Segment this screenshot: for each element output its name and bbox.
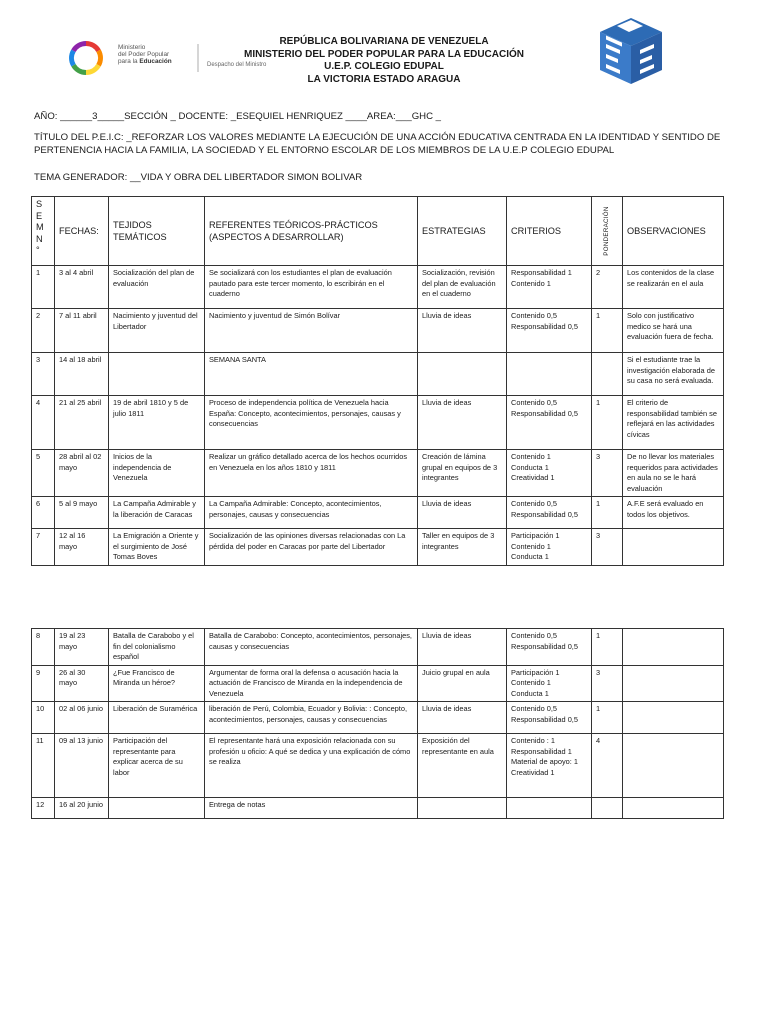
cell-observaciones xyxy=(623,629,724,666)
cell-fechas: 19 al 23 mayo xyxy=(55,629,109,666)
table-row xyxy=(32,266,724,309)
ministry-line-1: Ministerio xyxy=(118,44,146,51)
criterio-item: Responsabilidad 0,5 xyxy=(511,321,578,331)
cell-ponderacion: 3 xyxy=(592,529,623,566)
cell-ponderacion: 1 xyxy=(592,702,623,734)
cell-criterios xyxy=(507,798,592,819)
table-row xyxy=(32,309,724,353)
criterio-item: Responsabilidad 0,5 xyxy=(511,509,578,519)
cell-referentes: Entrega de notas xyxy=(205,798,418,819)
cell-observaciones: A.F.E será evaluado en todos los objetivos. xyxy=(623,497,724,529)
edupal-cube-icon xyxy=(598,16,664,86)
cell-fechas: 7 al 11 abril xyxy=(55,309,109,353)
criterio-item: Conducta 1 xyxy=(511,688,549,698)
cell-fechas: 12 al 16 mayo xyxy=(55,529,109,566)
cell-fechas: 21 al 25 abril xyxy=(55,396,109,450)
cell-ponderacion: 4 xyxy=(592,734,623,798)
cell-criterios xyxy=(507,309,592,353)
table-row xyxy=(32,450,724,497)
table-row xyxy=(32,529,724,566)
cell-tejidos: Socialización del plan de evaluación xyxy=(109,266,205,309)
theme-line: TEMA GENERADOR: __VIDA Y OBRA DEL LIBERTADOR SIMON BOLIVAR xyxy=(34,172,363,183)
criterio-item: Contenido 1 xyxy=(511,452,551,461)
ministry-line-3a: para la xyxy=(118,58,140,65)
header-criterios: CRITERIOS xyxy=(507,197,592,266)
table-row xyxy=(32,497,724,529)
cell-ponderacion: 1 xyxy=(592,497,623,529)
cell-fechas: 14 al 18 abril xyxy=(55,353,109,396)
cell-estrategias: Socialización, revisión del plan de evaluación en el cuaderno xyxy=(418,266,507,309)
cell-sem: 11 xyxy=(32,734,55,798)
cell-tejidos: Batalla de Carabobo y el fin del colonialismo español xyxy=(109,629,205,666)
cell-criterios xyxy=(507,665,592,702)
cell-referentes: Proceso de independencia política de Venezuela hacia España: Concepto, acontecimientos, personajes, causas y consecuencias xyxy=(205,396,418,450)
cell-estrategias: Lluvia de ideas xyxy=(418,309,507,353)
cell-sem: 9 xyxy=(32,665,55,702)
ministry-line-3b: Educación xyxy=(139,58,172,65)
cell-sem: 2 xyxy=(32,309,55,353)
cell-criterios xyxy=(507,629,592,666)
header-estrategias: ESTRATEGIAS xyxy=(418,197,507,266)
cell-referentes: SEMANA SANTA xyxy=(205,353,418,396)
header-tejidos: TEJIDOS TEMÁTICOS xyxy=(109,197,205,266)
criterio-item: Contenido 0,5 xyxy=(511,704,558,713)
cell-fechas: 09 al 13 junio xyxy=(55,734,109,798)
cell-ponderacion: 1 xyxy=(592,396,623,450)
cell-observaciones xyxy=(623,702,724,734)
cell-referentes: Realizar un gráfico detallado acerca de los hechos ocurridos en Venezuela en los años 1810 y 1811 xyxy=(205,450,418,497)
cell-fechas: 28 abril al 02 mayo xyxy=(55,450,109,497)
cell-sem: 12 xyxy=(32,798,55,819)
cell-observaciones: Los contenidos de la clase se realizarán en el aula xyxy=(623,266,724,309)
cell-estrategias: Exposición del representante en aula xyxy=(418,734,507,798)
cell-fechas: 26 al 30 mayo xyxy=(55,665,109,702)
cell-estrategias: Lluvia de ideas xyxy=(418,702,507,734)
cell-ponderacion: 1 xyxy=(592,629,623,666)
edupal-logo xyxy=(598,16,664,86)
criterio-item: Conducta 1 xyxy=(511,462,549,472)
table-row xyxy=(32,734,724,798)
cell-estrategias: Lluvia de ideas xyxy=(418,629,507,666)
cell-criterios xyxy=(507,497,592,529)
cell-ponderacion xyxy=(592,798,623,819)
criterio-item: Responsabilidad 1 xyxy=(511,268,572,277)
cell-tejidos: La Campaña Admirable y la liberación de Caracas xyxy=(109,497,205,529)
cell-observaciones xyxy=(623,529,724,566)
header-observaciones: OBSERVACIONES xyxy=(623,197,724,266)
header-fechas: FECHAS: xyxy=(55,197,109,266)
cell-observaciones xyxy=(623,734,724,798)
cell-fechas: 5 al 9 mayo xyxy=(55,497,109,529)
criterio-item: Responsabilidad 1 xyxy=(511,746,572,756)
cell-referentes: La Campaña Admirable: Concepto, acontecimientos, personajes, causas y consecuencias xyxy=(205,497,418,529)
cell-ponderacion: 2 xyxy=(592,266,623,309)
cell-tejidos: Participación del representante para explicar acerca de su labor xyxy=(109,734,205,798)
table-row xyxy=(32,798,724,819)
cell-observaciones: Solo con justificativo medico se hará una evaluación fuera de fecha. xyxy=(623,309,724,353)
criterio-item: Contenido 1 xyxy=(511,278,551,288)
criterio-item: Creatividad 1 xyxy=(511,767,555,777)
cell-observaciones: De no llevar los materiales requeridos para actividades en aula no se le hará evaluación xyxy=(623,450,724,497)
criterio-item: Contenido 1 xyxy=(511,541,551,551)
cell-referentes: Nacimiento y juventud de Simón Bolívar xyxy=(205,309,418,353)
criterio-item: Responsabilidad 0,5 xyxy=(511,641,578,651)
table-header-row xyxy=(32,197,724,266)
criterio-item: Contenido 0,5 xyxy=(511,398,558,407)
criterio-item: Contenido 1 xyxy=(511,678,551,687)
cell-tejidos: Nacimiento y juventud del Libertador xyxy=(109,309,205,353)
document-header xyxy=(220,36,548,86)
header-referentes: REFERENTES TEÓRICOS-PRÁCTICOS (ASPECTOS A DESARROLLAR) xyxy=(205,197,418,266)
cell-tejidos xyxy=(109,798,205,819)
cell-estrategias: Lluvia de ideas xyxy=(418,497,507,529)
table-row xyxy=(32,702,724,734)
cell-fechas: 3 al 4 abril xyxy=(55,266,109,309)
cell-referentes: Se socializará con los estudiantes el plan de evaluación pautado para este tercer momento, lo escribirán en el cuaderno xyxy=(205,266,418,309)
cell-ponderacion: 3 xyxy=(592,450,623,497)
criterio-item: Contenido : 1 xyxy=(511,736,555,745)
header-line-3: U.E.P. COLEGIO EDUPAL xyxy=(324,61,444,72)
cell-estrategias: Lluvia de ideas xyxy=(418,396,507,450)
cell-criterios xyxy=(507,702,592,734)
cell-sem: 1 xyxy=(32,266,55,309)
cell-sem: 6 xyxy=(32,497,55,529)
cell-estrategias: Taller en equipos de 3 integrantes xyxy=(418,529,507,566)
cell-sem: 7 xyxy=(32,529,55,566)
cell-observaciones: El criterio de responsabilidad también se reflejará en las actividades cívicas xyxy=(623,396,724,450)
criterio-item: Participación 1 xyxy=(511,531,560,540)
cell-estrategias xyxy=(418,353,507,396)
cell-sem: 3 xyxy=(32,353,55,396)
year-section-line: AÑO: ______3_____SECCIÓN _ DOCENTE: _ESEQUIEL HENRIQUEZ ____AREA:___GHC _ xyxy=(34,111,442,122)
cell-sem: 8 xyxy=(32,629,55,666)
cell-tejidos: Inicios de la independencia de Venezuela xyxy=(109,450,205,497)
table-row xyxy=(32,396,724,450)
criterio-item: Contenido 0,5 xyxy=(511,311,558,320)
criterio-item: Participación 1 xyxy=(511,667,560,677)
plan-table-part-2 xyxy=(31,628,724,819)
cell-criterios xyxy=(507,396,592,450)
criterio-item: Contenido 0,5 xyxy=(511,631,558,640)
table-row xyxy=(32,665,724,702)
cell-criterios xyxy=(507,353,592,396)
cell-observaciones xyxy=(623,665,724,702)
criterio-item: Conducta 1 xyxy=(511,552,549,561)
ministry-office: Despacho del Ministro xyxy=(207,62,267,68)
cell-ponderacion: 1 xyxy=(592,309,623,353)
table-row xyxy=(32,353,724,396)
cell-tejidos xyxy=(109,353,205,396)
cell-criterios xyxy=(507,734,592,798)
header-line-1: REPÚBLICA BOLIVARIANA DE VENEZUELA xyxy=(279,36,489,47)
criterio-item: Responsabilidad 0,5 xyxy=(511,408,578,418)
cell-sem: 5 xyxy=(32,450,55,497)
cell-tejidos: 19 de abril 1810 y 5 de julio 1811 xyxy=(109,396,205,450)
peic-title-line: TÍTULO DEL P.E.I.C: _REFORZAR LOS VALORES MEDIANTE LA EJECUCIÓN DE UNA ACCIÓN EDUCATIVA CENTRADA EN LA IDENTIDAD Y SENTIDO DE PERTENENCIA HACIA LA FAMILIA, LA SOCIEDAD Y EL ENTORNO ESCOLAR DE LOS MIEMBROS DE LA U.E.P COLEGIO EDUPAL xyxy=(34,132,721,156)
cell-estrategias: Juicio grupal en aula xyxy=(418,665,507,702)
cell-referentes: El representante hará una exposición relacionada con su profesión u oficio: A qué se dedica y una explicación de cómo se realiza xyxy=(205,734,418,798)
cell-referentes: Batalla de Carabobo: Concepto, acontecimientos, personajes, causas y consecuencias xyxy=(205,629,418,666)
cell-tejidos: Liberación de Suramérica xyxy=(109,702,205,734)
cell-estrategias xyxy=(418,798,507,819)
criterio-item: Material de apoyo: 1 xyxy=(511,757,578,766)
cell-ponderacion: 3 xyxy=(592,665,623,702)
cell-ponderacion xyxy=(592,353,623,396)
cell-criterios xyxy=(507,266,592,309)
header-line-2: MINISTERIO DEL PODER POPULAR PARA LA EDUCACIÓN xyxy=(243,48,524,60)
plan-table-part-1 xyxy=(31,196,724,566)
cell-criterios xyxy=(507,450,592,497)
ministry-line-2: del Poder Popular xyxy=(118,51,170,58)
criterio-item: Responsabilidad 0,5 xyxy=(511,714,578,724)
cell-tejidos: ¿Fue Francisco de Miranda un héroe? xyxy=(109,665,205,702)
table-row xyxy=(32,629,724,666)
criterio-item: Contenido 0,5 xyxy=(511,499,558,508)
cell-fechas: 16 al 20 junio xyxy=(55,798,109,819)
criterio-item: Creatividad 1 xyxy=(511,473,555,482)
cell-referentes: liberación de Perú, Colombia, Ecuador y Bolivia: : Concepto, acontecimientos, personajes, causas y consecuencias xyxy=(205,702,418,734)
cell-observaciones: Si el estudiante trae la investigación elaborada de su casa no será evaluada. xyxy=(623,353,724,396)
cell-estrategias: Creación de lámina grupal en equipos de 3 integrantes xyxy=(418,450,507,497)
header-ponderacion: PONDERACIÓN xyxy=(592,197,623,266)
header-semana: S E M N ° xyxy=(32,197,55,266)
cell-tejidos: La Emigración a Oriente y el surgimiento de José Tomas Boves xyxy=(109,529,205,566)
header-line-4: LA VICTORIA ESTADO ARAGUA xyxy=(307,73,461,85)
cell-criterios xyxy=(507,529,592,566)
cell-sem: 4 xyxy=(32,396,55,450)
cell-fechas: 02 al 06 junio xyxy=(55,702,109,734)
cell-observaciones xyxy=(623,798,724,819)
cell-referentes: Socialización de las opiniones diversas relacionadas con La pérdida del poder en Caracas por parte del Libertador xyxy=(205,529,418,566)
cell-sem: 10 xyxy=(32,702,55,734)
cell-referentes: Argumentar de forma oral la defensa o acusación hacia la actuación de Francisco de Miranda en la independencia de Venezuela xyxy=(205,665,418,702)
